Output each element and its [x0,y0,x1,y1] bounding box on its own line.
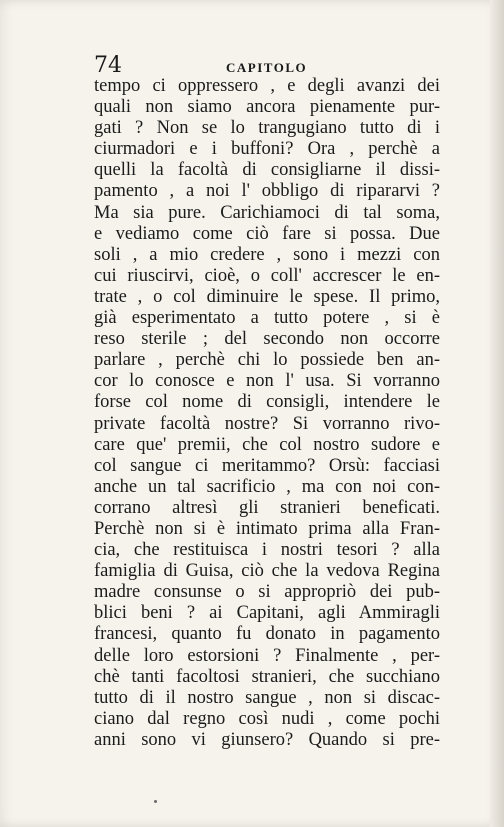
text-line: ciurmadori e i buffoni? Ora , perchè a [94,139,440,160]
text-line: care que' premii, che col nostro sudore e [94,434,440,455]
text-line: famiglia di Guisa, ciò che la vedova Regina [94,561,440,582]
text-line: tutto di il nostro sangue , non si discac- [94,687,440,708]
text-line: francesi, quanto fu donato in pagamento [94,624,440,645]
text-line: già esperimentato a tutto potere , si è [94,308,440,329]
text-line: Perchè non si è intimato prima alla Fran- [94,518,440,539]
text-line: gati ? Non se lo trangugiano tutto di i [94,118,440,139]
text-line: Ma sia pure. Carichiamoci di tal soma, [94,202,440,223]
page-edge-shadow [490,0,504,827]
text-line: ciano dal regno così nudi , come pochi [94,708,440,729]
text-line: parlare , perchè chi lo possiede ben an- [94,350,440,371]
text-line: e vediamo come ciò fare si possa. Due [94,223,440,244]
text-line: anni sono vi giunsero? Quando si pre- [94,729,440,750]
text-line: corrano altresì gli stranieri beneficati. [94,497,440,518]
text-line: cui riuscirvi, cioè, o coll' accrescer le en- [94,265,440,286]
text-line: col sangue ci meritammo? Orsù: facciasi [94,455,440,476]
text-line: forse col nome di consigli, intendere le [94,392,440,413]
text-line: blici beni ? ai Capitani, agli Ammiragli [94,603,440,624]
paper-speck [154,800,157,803]
text-line: tempo ci oppressero , e degli avanzi dei [94,76,440,96]
text-line: soli , a mio credere , sono i mezzi con [94,244,440,265]
text-line: reso sterile ; del secondo non occorre [94,329,440,350]
body-text [94,76,440,751]
text-line: quelli la facoltà di consigliarne il dissi- [94,160,440,181]
text-line: quali non siamo ancora pienamente pur- [94,97,440,118]
text-line: madre consunse o si appropriò dei pub- [94,582,440,603]
page-number: 74 [94,53,122,78]
text-line: cia, che restituisca i nostri tesori ? alla [94,540,440,561]
text-line: anche un tal sacrificio , ma con noi con- [94,476,440,497]
running-head: CAPITOLO [226,60,308,75]
text-line: trate , o col diminuire le spese. Il primo, [94,286,440,307]
text-line: chè tanti facoltosi stranieri, che succhiano [94,666,440,687]
text-line: cor lo conosce e non l' usa. Si vorranno [94,371,440,392]
text-line: delle loro estorsioni ? Finalmente , per- [94,645,440,666]
text-line: private facoltà nostre? Si vorranno rivo- [94,413,440,434]
text-line: pamento , a noi l' obbligo di ripararvi ? [94,181,440,202]
